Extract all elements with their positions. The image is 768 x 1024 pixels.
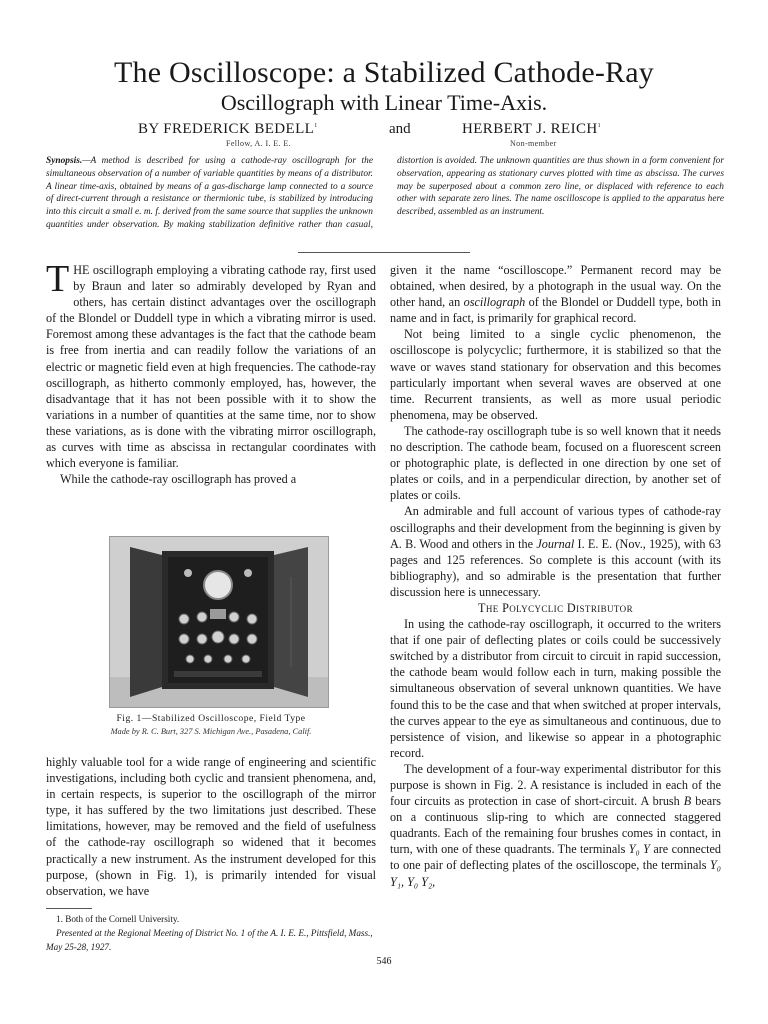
paragraph-intro [46,258,376,471]
page-number: 546 [376,956,392,967]
paper-title: The Oscilloscope: a Stabilized Cathode-Ray [114,56,654,89]
footnote-rule [46,908,92,909]
author-1-name: FREDERICK BEDELL [163,121,315,137]
footnote-presented: Presented at the Regional Meeting of District No. 1 of the A. I. E. E., Pittsfield, Mass., May 25-28, 1927. [46,928,373,952]
paragraph-2-start: While the cathode-ray oscillograph has proved a [60,472,297,487]
paragraph-r2: Not being limited to a single cyclic phenomenon, the oscilloscope is polycyclic; furthermore, it is stabilized so that the wave or waves stand stationary for observation and this becomes particularly important when several waves are observed at one time. Recurrent transients, as well as more usual periodic phenomena, may be observed. [390,327,721,422]
author-1 [138,121,318,138]
paragraph-2-continued: highly valuable tool for a wide range of engineering and scientific investigations, including both cyclic and transient phenomena, and, in certain respects, is superior to the oscillograph of the mirror type, it has suffered by the two limitations just described. These limitations, however, may be removed and the field of usefulness of the cathode-ray oscillograph so widened that it becomes practically a new instrument. As the instrument developed for this purpose, (shown in Fig. 1), is primarily intended for visual observation, we have [46,755,376,898]
author-2 [462,121,601,138]
paragraph-r1-part-b: of the Blondel or Duddell type, both in name and in fact, is primarily for graphical record. [390,295,721,326]
footnotes [46,912,376,954]
author-conjunction: and [389,121,411,137]
paper-subtitle: Oscillograph with Linear Time-Axis. [220,90,548,115]
paragraph-r4 [390,503,721,600]
figure-1-credit: Made by R. C. Burt, 327 S. Michigan Ave., Pasadena, Calif. [110,727,312,736]
symbol-terminals-2: Y₀ Y₁, Y₀ Y₂, [390,858,721,889]
left-column-upper [46,258,376,487]
synopsis [46,155,724,232]
symbol-terminals-1: Y₀ Y [628,842,650,857]
right-column [390,262,721,890]
author-2-footnote-mark: 1 [597,123,602,129]
paragraph-r4-part-b: I. E. E. (Nov., 1925), with 63 pages and 125 references. So complete is this account (with its bibliography), and so admirable is the presentation that further discussion here is unnecessary. [390,536,721,599]
emphasis-journal: Journal [536,536,575,551]
paragraph-r1 [390,262,721,326]
paragraph-r6-part-c: bears on a continuous slip-ring to which are connected staggered quadrants. Each of the remaining four brushes comes in contact, in turn, with one of these quadrants. The terminals [390,794,721,857]
synopsis-label: Synopsis. [46,156,83,166]
author-2-affiliation: Non-member [510,139,557,148]
paragraph-r5: In using the cathode-ray oscillograph, it occurred to the writers that if one pair of deflecting plates or coils could be successively switched by a distributor from circuit to circuit in rapid succession, the cathode beam would follow each in turn, making possible the simultaneous observation of several unknown quantities. We have found this to be the case and that when switched at proper intervals, the curves appear to the eye as simultaneous and continuous, due to persistence of vision, and likewise so appear in a photographic record. [390,617,721,760]
symbol-brush-b: B [683,794,692,809]
paragraph-r6-part-a: The development of a four-way experimental distributor for this purpose is shown in Fig. 2. A resistance is included in each of the four circuits as protection in case of short-circuit. A brush [390,761,721,809]
section-divider [298,252,470,253]
author-1-affiliation: Fellow, A. I. E. E. [226,139,292,148]
section-heading: The Polycyclic Distributor [478,600,633,615]
figure-1-caption: Fig. 1—Stabilized Oscilloscope, Field Type [116,713,306,724]
figure-1-photo [109,536,329,708]
author-line [0,121,768,153]
paragraph-r1-part-a: given it the name “oscilloscope.” Permanent record may be obtained, when desired, by a photograph in the usual way. On the other hand, an [390,263,721,310]
emphasis-oscillograph: oscillograph [463,295,526,310]
paragraph-r6-part-d: are connected to one pair of deflecting plates of the oscilloscope, the terminals [390,842,721,873]
author-2-name: HERBERT J. REICH [462,121,598,137]
oscilloscope-cabinet-illustration [110,537,328,707]
footnote-1: 1. Both of the Cornell University. [56,914,180,924]
paragraph-r6 [390,761,721,890]
left-column-lower [46,754,376,899]
author-1-footnote-mark: 1 [314,123,318,129]
paragraph-r3: The cathode-ray oscillograph tube is so well known that it needs no description. The cathode beam, focused on a fluorescent screen or photographic plate, is deflected in one direction by one set of plates or coils, and in a perpendicular direction, by another set of plates or coils. [390,423,721,503]
synopsis-text: —A method is described for using a cathode-ray oscillograph for the simultaneous observation of a number of variable quantities by means of a distributor. A linear time-axis, obtained by means of a gas-discharge lamp connected to a source of direct-current through a resistance or thermionic tube, is stabilized by introducing into this circuit a small e. m. f. derived from the same source that supplies the unknown quantities under observation. By making stabilization definitive rather than casual, distortion is avoided. The unknown quantities are thus shown in a form convenient for observation, appearing as stationary curves plotted with time as abscissa. The curves may be superposed about a common zero line, or displaced with reference to each other with separate zero lines. The name oscilloscope is applied to the apparatus here described, assembled as an instrument. [46,156,724,230]
author-prefix: BY [138,121,160,137]
paragraph-intro-text: HE oscillograph employing a vibrating cathode ray, first used by Braun and later so admirably developed by Ryan and others, has certain distinct advantages over the oscillograph of the Blondel or Duddell type in which a vibrating mirror is used. Foremost among these advantages is the fact that the cathode beam is free from inertia and can readily follow the variations of an electric or magnetic field even at high frequencies. The cathode-ray oscillograph, as hitherto commonly employed, has, however, the disadvantage that it has not been possible with it to show the variations in a number of quantities at the same time, nor to show these variations, as is done with the vibrating mirror oscillograph, as curves with time as abscissa in rectangular coordinates with which everyone is familiar. [46,263,376,471]
drop-cap: T [46,258,70,300]
paragraph-r4-part-a: An admirable and full account of various types of cathode-ray oscillographs and their development from the beginning is given by A. B. Wood and others in the [390,504,721,551]
